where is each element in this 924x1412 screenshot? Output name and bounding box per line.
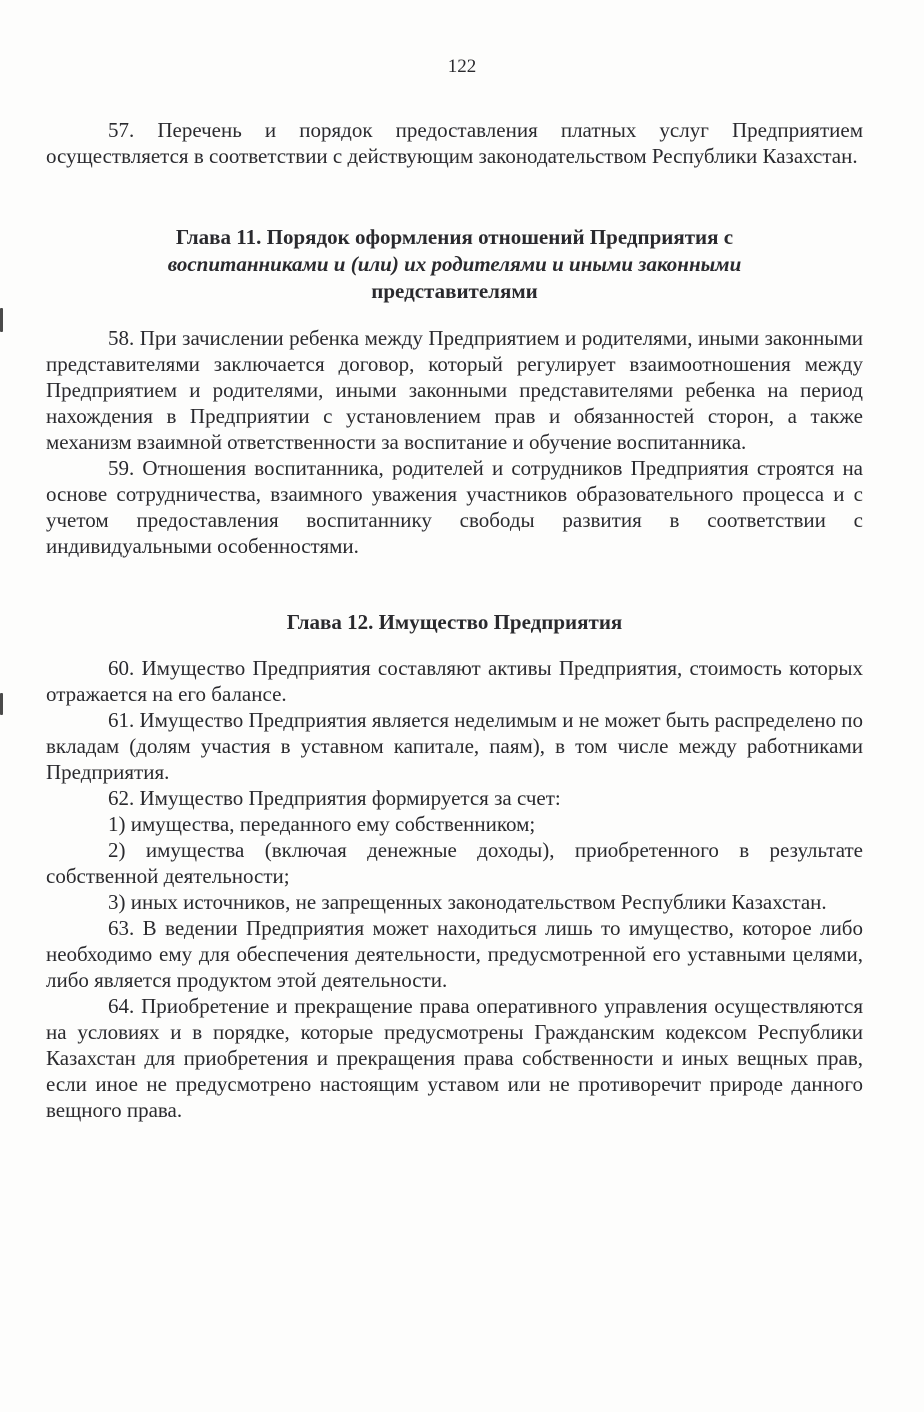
scan-margin-mark: [0, 308, 3, 332]
paragraph-61: 61. Имущество Предприятия является неделимым и не может быть распределено по вкладам (долям участия в уставном капитале, паям), в том числе между работниками Предприятия.: [46, 708, 864, 784]
list-item-1: 1) имущества, переданного ему собственником;: [108, 812, 536, 836]
paragraph-57: 57. Перечень и порядок предоставления платных услуг Предприятием осуществляется в соответствии с действующим законодательством Республики Казахстан.: [46, 118, 863, 168]
list-item-3: 3) иных источников, не запрещенных законодательством Республики Казахстан.: [108, 890, 827, 914]
chapter-11-title-line-1: Глава 11. Порядок оформления отношений Предприятия с: [175, 225, 734, 249]
chapter-11-title-line-3: представителями: [371, 279, 538, 303]
paragraph-64: 64. Приобретение и прекращение права оперативного управления осуществляются на условиях и в порядке, которые предусмотрены Гражданским кодексом Республики Казахстан для приобретения и прекращения права собственности и иных вещных прав, если иное не предусмотрено настоящим уставом или не противоречит природе данного вещного права.: [46, 994, 863, 1122]
chapter-11-title: [46, 224, 863, 305]
paragraph-58: 58. При зачислении ребенка между Предприятием и родителями, иными законными представителями заключается договор, который регулирует взаимоотношения между Предприятием и родителями, иными законными представителями ребенка на период нахождения в Предприятии с установлением прав и обязанностей сторон, а также механизм взаимной ответственности за воспитание и обучение воспитанника.: [46, 326, 863, 454]
chapter-11-title-line-2: воспитанниками и (или) их родителями и иными законными: [167, 252, 742, 276]
document-body: [46, 117, 863, 1123]
paragraph-60: 60. Имущество Предприятия составляют активы Предприятия, стоимость которых отражается на его балансе.: [46, 656, 863, 706]
scan-margin-mark: [0, 693, 3, 715]
list-item-2: 2) имущества (включая денежные доходы), приобретенного в результате собственной деятельности;: [46, 838, 863, 888]
paragraph-59: 59. Отношения воспитанника, родителей и сотрудников Предприятия строятся на основе сотрудничества, взаимного уважения участников образовательного процесса и с учетом предоставления воспитаннику свободы развития в соответствии с индивидуальными особенностями.: [46, 456, 863, 558]
paragraph-62: 62. Имущество Предприятия формируется за счет:: [108, 786, 561, 810]
paragraph-63: 63. В ведении Предприятия может находиться лишь то имущество, которое либо необходимо ему для обеспечения деятельности, предусмотренной его уставными целями, либо является продуктом этой деятельности.: [46, 916, 863, 992]
chapter-12-title: Глава 12. Имущество Предприятия: [286, 610, 623, 634]
page-number: 122: [447, 56, 477, 77]
